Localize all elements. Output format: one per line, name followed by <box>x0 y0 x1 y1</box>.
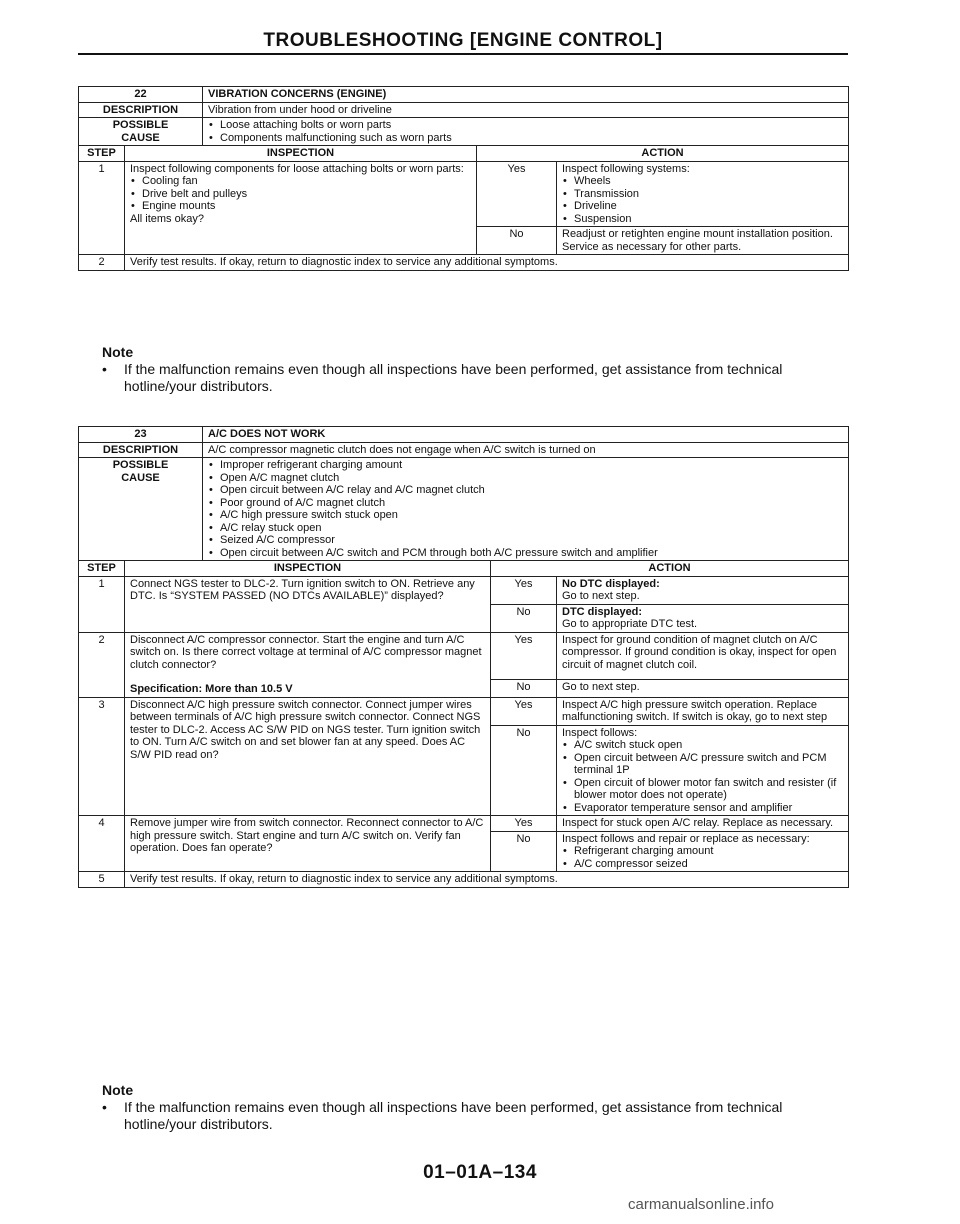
cause-label: CAUSE <box>121 131 160 144</box>
yes-label: Yes <box>491 576 557 604</box>
action-item: • A/C switch stuck open <box>562 739 843 752</box>
step-number: 1 <box>79 161 125 255</box>
action-item: • Evaporator temperature sensor and amplifier <box>562 802 843 815</box>
no-action <box>557 725 849 816</box>
action-item: • Suspension <box>562 213 843 226</box>
note-text: • If the malfunction remains even though all inspections have been performed, get assistance from technical hotline/your distributors. <box>102 1099 802 1133</box>
inspection-item: • Engine mounts <box>130 200 471 213</box>
action-intro: Inspect follows: <box>562 726 638 739</box>
no-label: No <box>491 679 557 697</box>
table-title: A/C DOES NOT WORK <box>203 427 849 443</box>
step-number: 2 <box>79 255 125 271</box>
action-text: Go to appropriate DTC test. <box>562 618 698 630</box>
inspection-header: INSPECTION <box>125 146 477 162</box>
step-number: 3 <box>79 697 125 816</box>
action-text: Go to next step. <box>562 590 640 602</box>
step-inspection: Verify test results. If okay, return to diagnostic index to service any additional symptoms. <box>125 255 849 271</box>
yes-action: Inspect for stuck open A/C relay. Replace as necessary. <box>557 816 849 832</box>
no-action: Go to next step. <box>557 679 849 697</box>
action-item: • Open circuit of blower motor fan switch and resister (if blower motor does not operate) <box>562 777 843 802</box>
description-text: Vibration from under hood or driveline <box>203 102 849 118</box>
cause-item: • Improper refrigerant charging amount <box>208 459 843 472</box>
no-label: No <box>491 831 557 872</box>
table-number: 22 <box>79 87 203 103</box>
no-action <box>557 604 849 632</box>
step-inspection <box>125 161 477 255</box>
specification: Specification: More than 10.5 V <box>130 683 293 695</box>
note-block <box>102 344 802 395</box>
action-item: • Open circuit between A/C pressure switch and PCM terminal 1P <box>562 752 843 777</box>
cause-item: • Open circuit between A/C switch and PCM through both A/C pressure switch and amplifier <box>208 547 843 560</box>
step-inspection: Disconnect A/C high pressure switch connector. Connect jumper wires between terminals of A/C high pressure switch connector. Connect NGS tester to DLC-2. Access AC S/W PID on NGS tester. Turn ignition switch to ON. Turn A/C switch on and set blower fan at any speed. Does AC S/W PID read on? <box>125 697 491 816</box>
cause-item: • Components malfunctioning such as worn parts <box>208 132 843 145</box>
action-item: • Refrigerant charging amount <box>562 845 843 858</box>
step-number: 4 <box>79 816 125 872</box>
inspection-header: INSPECTION <box>125 561 491 577</box>
action-title: DTC displayed: <box>562 605 643 618</box>
possible-cause-label <box>79 458 203 561</box>
step-number: 2 <box>79 632 125 697</box>
action-header: ACTION <box>491 561 849 577</box>
watermark: carmanualsonline.info <box>628 1196 774 1213</box>
cause-label: CAUSE <box>121 471 160 484</box>
action-intro: Inspect following systems: <box>562 162 690 175</box>
yes-label: Yes <box>477 161 557 227</box>
cause-item: • Loose attaching bolts or worn parts <box>208 119 843 132</box>
step-inspection: Verify test results. If okay, return to diagnostic index to service any additional symptoms. <box>125 872 849 888</box>
inspection-item: • Cooling fan <box>130 175 471 188</box>
step-inspection: Connect NGS tester to DLC-2. Turn ignition switch to ON. Retrieve any DTC. Is “SYSTEM PASSED (NO DTCs AVAILABLE)” displayed? <box>125 576 491 632</box>
cause-item: • A/C relay stuck open <box>208 522 843 535</box>
cause-item: • Open A/C magnet clutch <box>208 472 843 485</box>
cause-item: • Open circuit between A/C relay and A/C magnet clutch <box>208 484 843 497</box>
cause-item: • Poor ground of A/C magnet clutch <box>208 497 843 510</box>
yes-action <box>557 576 849 604</box>
step-number: 5 <box>79 872 125 888</box>
action-item: • Transmission <box>562 188 843 201</box>
note-text: • If the malfunction remains even though all inspections have been performed, get assistance from technical hotline/your distributors. <box>102 361 802 395</box>
step-inspection <box>125 632 491 697</box>
table-title: VIBRATION CONCERNS (ENGINE) <box>203 87 849 103</box>
action-title: No DTC displayed: <box>562 577 660 590</box>
no-action <box>557 831 849 872</box>
yes-action: Inspect A/C high pressure switch operation. Replace malfunctioning switch. If switch is okay, go to next step <box>557 697 849 725</box>
cause-item: • Seized A/C compressor <box>208 534 843 547</box>
yes-action <box>557 161 849 227</box>
possible-cause-list <box>203 118 849 146</box>
inspection-item: • Drive belt and pulleys <box>130 188 471 201</box>
inspection-intro: Inspect following components for loose attaching bolts or worn parts: <box>130 162 464 175</box>
yes-action: Inspect for ground condition of magnet clutch on A/C compressor. If ground condition is okay, inspect for open circuit of magnet clutch coil. <box>557 632 849 679</box>
action-item: • A/C compressor seized <box>562 858 843 871</box>
step-inspection: Remove jumper wire from switch connector. Reconnect connector to A/C high pressure switch. Start engine and turn A/C switch on. Verify fan operation. Does fan operate? <box>125 816 491 872</box>
description-label: DESCRIPTION <box>79 102 203 118</box>
no-label: No <box>477 227 557 255</box>
header-rule <box>78 53 848 55</box>
troubleshooting-table-23 <box>78 426 849 888</box>
note-title: Note <box>102 344 134 360</box>
no-action: Readjust or retighten engine mount installation position. Service as necessary for other parts. <box>557 227 849 255</box>
step-header: STEP <box>79 561 125 577</box>
inspection-question: All items okay? <box>130 212 204 225</box>
cause-item: • A/C high pressure switch stuck open <box>208 509 843 522</box>
no-label: No <box>491 725 557 816</box>
action-intro: Inspect follows and repair or replace as necessary: <box>562 832 810 845</box>
yes-label: Yes <box>491 816 557 832</box>
step-number: 1 <box>79 576 125 632</box>
inspection-text: Disconnect A/C compressor connector. Start the engine and turn A/C switch on. Is there correct voltage at terminal of A/C compressor magnet clutch connector? <box>130 633 482 671</box>
page-number: 01–01A–134 <box>423 1162 537 1183</box>
yes-label: Yes <box>491 697 557 725</box>
action-item: • Driveline <box>562 200 843 213</box>
troubleshooting-table-22 <box>78 86 849 271</box>
action-item: • Wheels <box>562 175 843 188</box>
description-text: A/C compressor magnetic clutch does not engage when A/C switch is turned on <box>203 442 849 458</box>
possible-cause-list <box>203 458 849 561</box>
table-number: 23 <box>79 427 203 443</box>
yes-label: Yes <box>491 632 557 679</box>
possible-label: POSSIBLE <box>112 119 169 131</box>
action-header: ACTION <box>477 146 849 162</box>
no-label: No <box>491 604 557 632</box>
possible-label: POSSIBLE <box>112 459 169 471</box>
note-block <box>102 1082 802 1133</box>
step-header: STEP <box>79 146 125 162</box>
page-header: TROUBLESHOOTING [ENGINE CONTROL] <box>263 30 663 51</box>
note-title: Note <box>102 1082 134 1098</box>
description-label: DESCRIPTION <box>79 442 203 458</box>
possible-cause-label <box>79 118 203 146</box>
